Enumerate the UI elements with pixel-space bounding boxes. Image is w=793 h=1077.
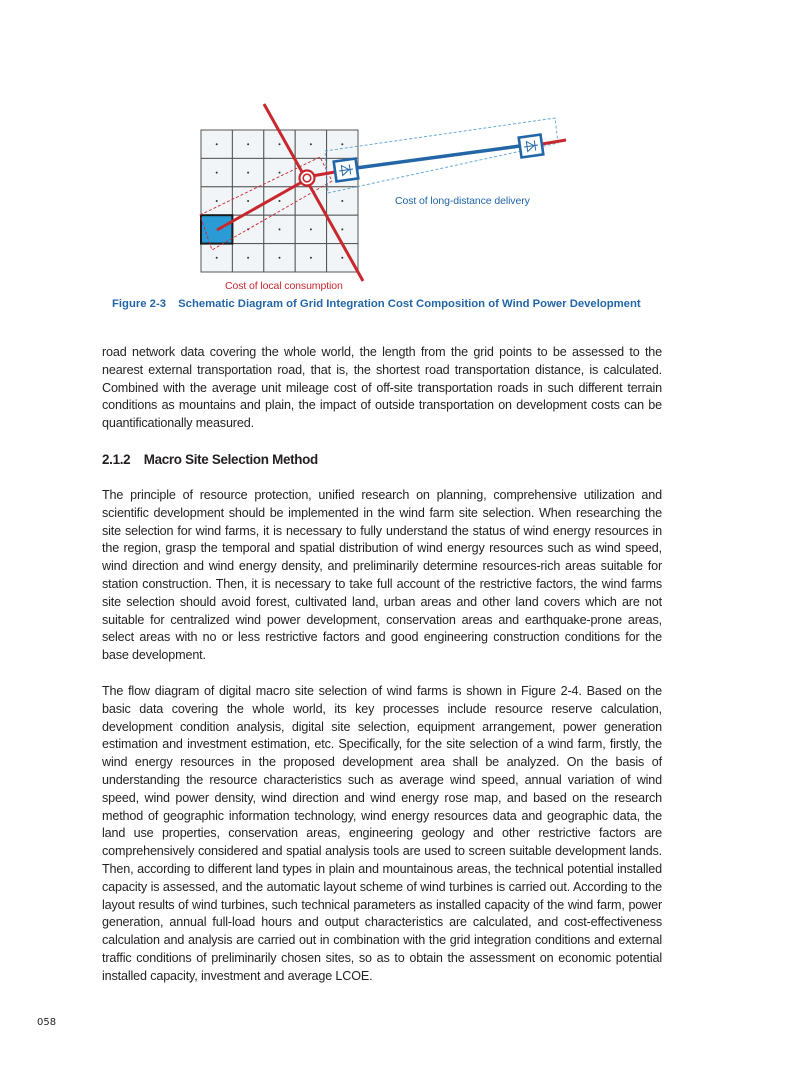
section-heading [102,452,318,467]
section-number: 2.1.2 [102,452,131,467]
figure-number: Figure 2-3 [112,298,166,310]
figure-grid-integration-cost [0,0,793,300]
paragraph-road-network: road network data covering the whole world, the length from the grid points to be assessed to the nearest external transportation road, that is, the shortest road transportation distance, is calculated. Combined with the average unit mileage cost of off-site transportation roads in such different terrain conditions as mountains and plain, the impact of outside transportation on development costs can be quantificationally measured. [102,345,662,431]
substation-node-icon [300,171,315,186]
paragraph-site-selection-principle: The principle of resource protection, unified research on planning, comprehensive utilization and scientific development should be implemented in the wind farm site selection. When researching the site selection for wind farms, it is necessary to fully understand the status of wind energy resources in the region, grasp the temporal and spatial distribution of wind energy resources such as wind speed, wind direction and wind energy density, and preliminarily determine resources-rich areas suitable for station construction. Then, it is necessary to take full account of the restrictive factors, the wind farms site selection should avoid forest, cultivated land, urban areas and other land covers which are not suitable for centralized wind power development, conservation areas and earthquake-prone areas, select areas with no or less restrictive factors and good engineering construction conditions for the base development. [102,488,662,663]
figure-caption [112,298,672,310]
page-number: 058 [37,1017,57,1028]
long-distance-cost-label: Cost of long-distance delivery [395,195,530,207]
grid-integration-diagram [0,0,793,300]
converter-station-icon [519,135,544,158]
paragraph-flow-diagram: The flow diagram of digital macro site selection of wind farms is shown in Figure 2-4. Based on the basic data covering the whole world, its key processes include resource reserve calculation, development condition analysis, digital site selection, equipment arrangement, power generation estimation and investment estimation, etc. Specifically, for the site selection of a wind farm, firstly, the wind energy resources in the proposed development area shall be analyzed. On the basis of understanding the resource characteristics such as average wind speed, annual variation of wind speed, wind power density, wind direction and wind energy rose map, and based on the research method of geographic information technology, wind energy resources data and geographic data, the land use properties, conservation areas, engineering geology and other restrictive factors are comprehensively considered and spatial analysis tools are used to screen suitable development lands. Then, according to different land types in plain and mountainous areas, the technical potential installed capacity is assessed, and the automatic layout scheme of wind turbines is carried out. According to the layout results of wind turbines, such technical parameters as installed capacity of the wind farm, power generation, annual full-load hours and output characteristics are calculated, and cost-effectiveness calculation and analysis are carried out in combination with the grid integration conditions and external traffic conditions of preliminarily chosen sites, so as to obtain the assessment on economic potential installed capacity, investment and average LCOE. [102,684,662,983]
exit-line [542,140,566,144]
converter-station-icon [334,159,359,182]
figure-title: Schematic Diagram of Grid Integration Cost Composition of Wind Power Development [178,298,641,310]
local-cost-label: Cost of local consumption [225,280,343,292]
section-title: Macro Site Selection Method [143,452,318,467]
